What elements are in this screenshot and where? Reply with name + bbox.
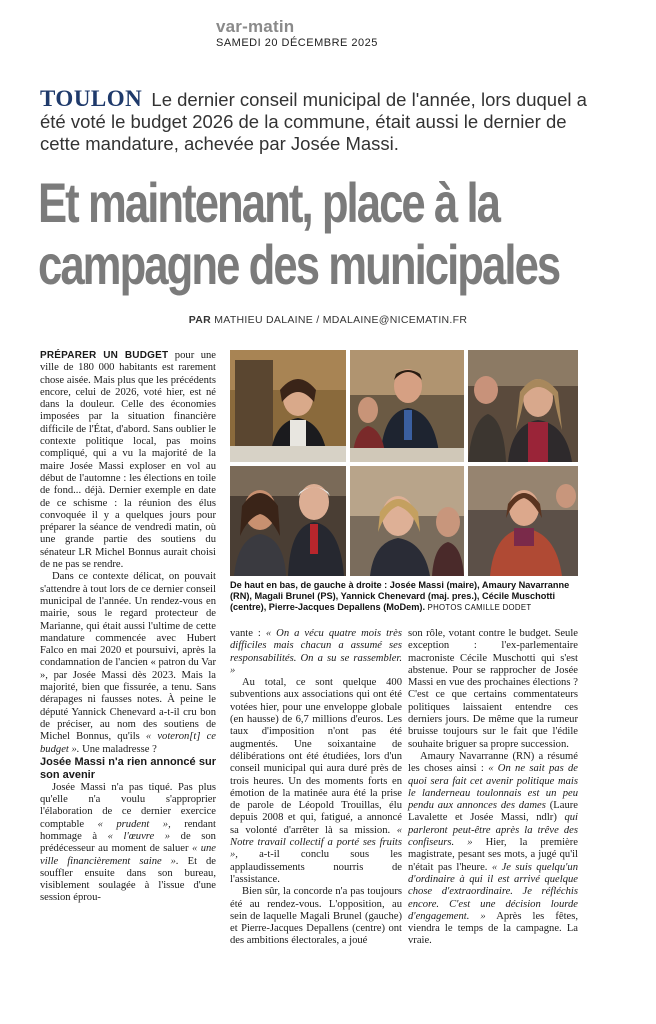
- headline-line-1: Et maintenant, place à la: [38, 171, 500, 234]
- kicker-city: TOULON: [40, 86, 143, 111]
- photo-josee-massi: [230, 350, 346, 462]
- headline: [38, 171, 560, 296]
- paragraph-6: Bien sûr, la concorde n'a pas toujours été au rendez-vous. L'opposition, au sein de laquelle Magali Brunel (gauche) et Pierre-Jacques Depallens (centre) ont des ambitions électorales, a joué: [230, 886, 402, 947]
- photo-credit: PHOTOS CAMILLE DODET: [427, 603, 532, 613]
- publication-name: var-matin: [216, 17, 295, 36]
- caption-text: De haut en bas, de gauche à droite : Josée Massi (maire), Amaury Navarranne (RN), Magali Brunel (PS), Yannick Chenevard (maj. pres.), Cécile Muschotti (centre), Pierre-Jacques Depallens (MoDem).: [230, 580, 570, 613]
- byline: [0, 314, 656, 326]
- byline-author: MATHIEU DALAINE / MDALAINE@NICEMATIN.FR: [214, 314, 468, 326]
- photo-grid: [230, 350, 578, 576]
- paragraph-5: Au total, ce sont quelque 400 subventions aux associations qui ont été votées hier, pour une enveloppe globale (en hausse) de 6,7 millions d'euros. Les taux d'imposition n'ont pas été augmentés. Une soixantaine de délibérations ont été étudiées, lors d'un conseil municipal qui aura duré près de trois heures. Un des moments forts en émotion de la matinée aura été la prise de parole de Léopold Trouillas, élu depuis 2008 et qui, fatigué, a annoncé sa volonté d'arrêter là sa mission. « Notre travail collectif a porté ses fruits », a-t-il conclu sous les applaudissements nourris de l'assistance.: [230, 677, 402, 885]
- article-column-1: [40, 350, 216, 905]
- publication-header: [216, 18, 378, 49]
- photo-caption: [230, 580, 578, 614]
- subheading: Josée Massi n'a rien annoncé sur son avenir: [40, 755, 216, 781]
- kicker: [40, 88, 600, 155]
- photo-magali-brunel: [468, 350, 578, 462]
- paragraph-8: Amaury Navarranne (RN) a résumé les choses ainsi : « On ne sait pas de quoi sera fait cet avenir politique mais le landerneau toulonnais est un peu pendu aux annonces des dames (Laure Lavalette et Josée Massi, ndlr) qui parleront peut-être après la trêve des confiseurs. » Hier, la première magistrate, pesant ses mots, a jugé qu'il n'était pas l'heure. « Je suis quelqu'un d'ordinaire à qui il est arrivé quelque chose d'extraordinaire. Je réfléchis encore. C'est une décision lourde d'engagement. » Après les fêtes, viendra le temps de la campagne. La vraie.: [408, 750, 578, 947]
- photo-pierre-jacques-depallens: [468, 466, 578, 576]
- paragraph-2: Dans ce contexte délicat, on pouvait s'attendre à tout lors de ce dernier conseil municipal de l'année. Un rendez-vous en mairie, sous le regard protecteur de Marianne, qui était aussi l'ultime de cette mandature commencée avec Hubert Falco en mai 2020 et poursuivi, après la condamnation de l'ancien « patron du Var », par Josée Massi dès 2023. Mais la majorité, bien que fissurée, a tenu. Sans dérapages ni fausses notes. À peine le député Yannick Chenevard a-t-il cru bon de préciser, au nom des soutiens de Michel Bonnus, qu'ils « voteron[t] ce budget ». Une maladresse ?: [40, 571, 216, 755]
- article-column-2: [230, 628, 402, 948]
- headline-line-2: campagne des municipales: [38, 233, 560, 296]
- article-column-3: [408, 628, 578, 948]
- photo-yannick-chenevard: [230, 466, 346, 576]
- lead-in: PRÉPARER UN BUDGET: [40, 350, 169, 361]
- paragraph-4: vante : « On a vécu quatre mois très difficiles mais chacun a assumé ses responsabilités. On a su se rassembler. »: [230, 628, 402, 676]
- paragraph-7: son rôle, votant contre le budget. Seule exception : l'ex-parlementaire macroniste Cécile Muschotti qui s'est abstenue. Pour se rapprocher de Josée Massi en vue des prochaines élections ? C'est ce que certains commentateurs politiques laissaient entendre ces derniers jours. De même que la rumeur bruisse toujours sur le fait que l'édile souhaite briguer sa propre succession.: [408, 628, 578, 750]
- photo-cecile-muschotti: [350, 466, 464, 576]
- paragraph-3: Josée Massi n'a pas tiqué. Pas plus qu'elle n'a voulu s'approprier l'élaboration de ce dernier exercice comptable « prudent », rendant hommage à « l'œuvre » de son prédécesseur au moment de saluer « une ville financièrement saine ». Et de souffler ensuite dans son bureau, visiblement soulagée à l'issue d'une session éprou-: [40, 781, 216, 904]
- publication-date: SAMEDI 20 DÉCEMBRE 2025: [216, 37, 378, 49]
- photo-amaury-navarranne: [350, 350, 464, 462]
- byline-prefix: PAR: [188, 314, 212, 326]
- paragraph-1: PRÉPARER UN BUDGET pour une ville de 180 000 habitants est rarement chose aisée. Mais plus que les précédents encore, celui de 2026, voté hier, est né dans la douleur. Celle des économies imposées par la situation financière difficile de l'État, d'abord. Sans oublier le contexte politique local, pas moins compliqué, qui a vu la majorité de la maire Josée Massi exploser en vol au début de l'automne : les élections en toile de fond... déjà. Dernier exemple en date de ce schisme : la réunion des élus convoquée il y a quelques jours pour préparer la séance de vendredi matin, où une grande partie des soutiens du sénateur LR Michel Bonnus aurait choisi de ne pas se rendre.: [40, 350, 216, 571]
- kicker-text: Le dernier conseil municipal de l'année, lors duquel a été voté le budget 2026 de la commune, était aussi le dernier de cette mandature, achevée par Josée Massi.: [40, 89, 587, 154]
